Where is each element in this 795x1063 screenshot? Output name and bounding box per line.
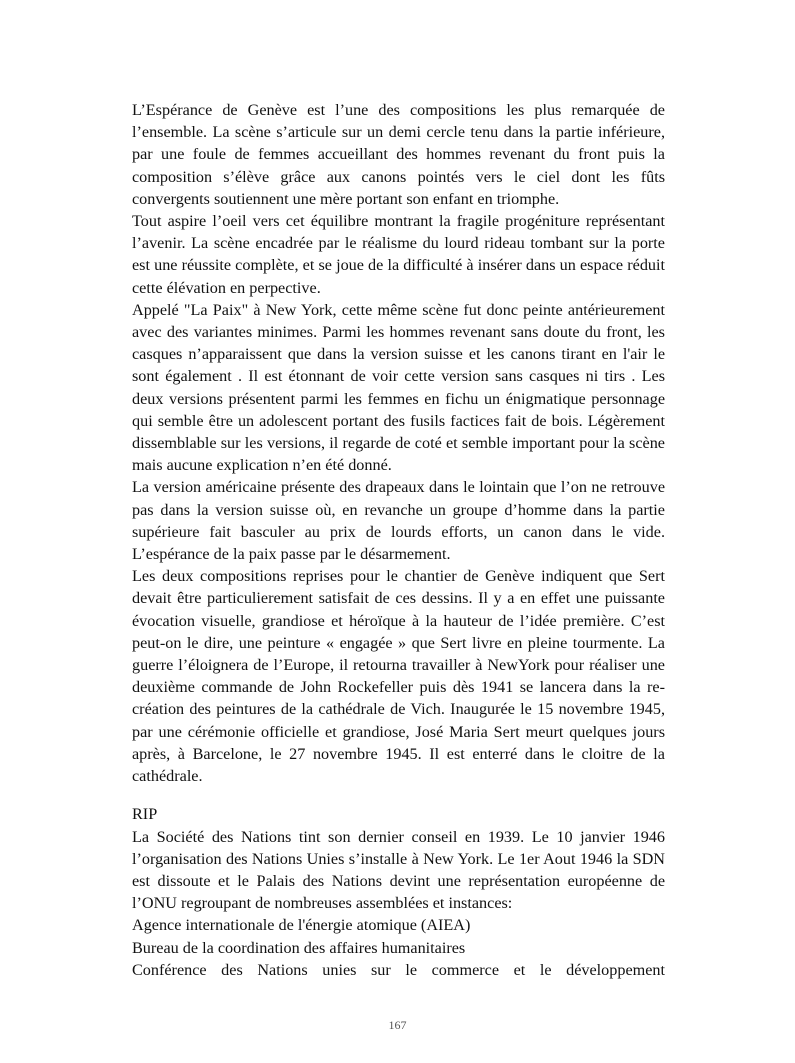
list-item-aiea: Agence internationale de l'énergie atomique (AIEA): [132, 916, 471, 935]
paragraph-la-paix: Appelé "La Paix" à New York, cette même scène fut donc peinte antérieurement avec des variantes minimes. Parmi les hommes revenant sans doute du front, les casques n’apparaissent que dans la version suisse et les canons tirant en l'air le sont également . Il est étonnant de voir cette version sans casques ni tirs . Les deux versions présentent parmi les femmes en fichu un énigmatique personnage qui semble être un adolescent portant des fusils factices fait de bois. Légèrement dissemblable sur les versions, il regarde de coté et semble important pour la scène mais aucune explication n’en été donné.: [132, 300, 665, 475]
paragraph-deux-compositions: Les deux compositions reprises pour le chantier de Genève indiquent que Sert devait être particulierement satisfait de ces dessins. Il y a en effet une puissante évocation visuelle, grandiose et héroïque à la hauteur de l’idée première. C’est peut-on le dire, une peinture « engagée » que Sert livre en pleine tourmente. La guerre l’éloignera de l’Europe, il retourna travailler à NewYork pour réaliser une deuxième commande de John Rockefeller puis dès 1941 se lancera dans la re-création des peintures de la cathédrale de Vich. Inaugurée le 15 novembre 1945, par une cérémonie officielle et grandiose, José Maria Sert meurt quelques jours après, à Barcelone, le 27 novembre 1945. Il est enterré dans le cloitre de la cathédrale.: [132, 567, 665, 786]
page-number: 167: [388, 1018, 407, 1032]
rip-heading: RIP: [132, 805, 158, 824]
list-item-cnuced: Conférence des Nations unies sur le commerce et le développement: [132, 960, 665, 979]
list-item-bureau-coordination: Bureau de la coordination des affaires humanitaires: [132, 938, 466, 957]
body-text: [132, 99, 665, 981]
paragraph-societe-des-nations: La Société des Nations tint son dernier conseil en 1939. Le 10 janvier 1946 l’organisation des Nations Unies s’installe à New York. Le 1er Aout 1946 la SDN est dissoute et le Palais des Nations devint une représentation européenne de l’ONU regroupant de nombreuses assemblées et instances:: [132, 827, 665, 913]
paragraph-equilibre: Tout aspire l’oeil vers cet équilibre montrant la fragile progéniture représentant l’avenir. La scène encadrée par le réalisme du lourd rideau tombant sur la porte est une réussite complète, et se joue de la difficulté à insérer dans un espace réduit cette élévation en perpective.: [132, 212, 665, 297]
paragraph-version-americaine: La version américaine présente des drapeaux dans le lointain que l’on ne retrouve pas dans la version suisse où, en revanche un groupe d’homme dans la partie supérieure fait basculer au prix de lourds efforts, un canon dans le vide. L’espérance de la paix passe par le désarmement.: [132, 478, 665, 564]
paragraph-esperance-de-geneve: L’Espérance de Genève est l’une des compositions les plus remarquée de l’ensemble. La scène s’articule sur un demi cercle tenu dans la partie inférieure, par une foule de femmes accueillant des hommes revenant du front puis la composition s’élève grâce aux canons pointés vers le ciel dont les fûts convergents soutiennent une mère portant son enfant en triomphe.: [132, 101, 665, 208]
